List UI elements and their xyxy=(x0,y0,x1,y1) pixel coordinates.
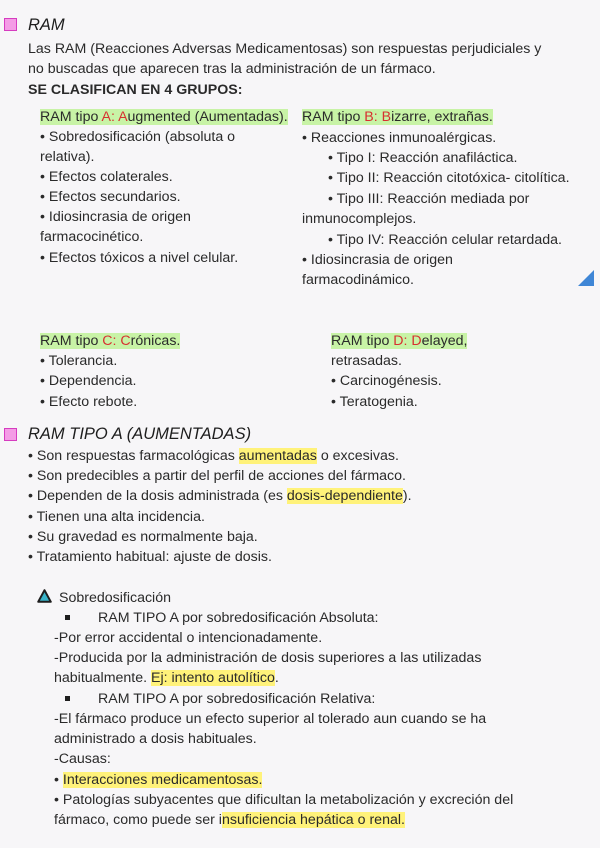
list-item: • Idiosincrasia de origen xyxy=(40,209,191,225)
bullet-item: • Tratamiento habitual: ajuste de dosis. xyxy=(28,549,272,565)
bullet-item: • Su gravedad es normalmente baja. xyxy=(28,529,258,545)
list-item: • Tipo I: Reacción anafiláctica. xyxy=(328,150,518,166)
list-item: • Dependencia. xyxy=(40,373,137,389)
type-c-heading: RAM tipo C: Crónicas. xyxy=(40,333,181,349)
bullet-item: • Son predecibles a partir del perfil de acciones del fármaco. xyxy=(28,468,406,484)
list-item: farmacodinámico. xyxy=(302,272,414,288)
classification-subtitle: SE CLASIFICAN EN 4 GRUPOS: xyxy=(28,82,243,98)
intro-line: no buscadas que aparecen tras la administración de un fármaco. xyxy=(28,61,436,77)
section-title-ram-tipo-a: RAM TIPO A (AUMENTADAS) xyxy=(28,425,252,443)
paragraph-line: • Interacciones medicamentosas. xyxy=(54,772,263,788)
paragraph-line: -Producida por la administración de dosis superiores a las utilizadas xyxy=(54,650,482,666)
section-title-ram: RAM xyxy=(28,16,65,34)
list-item: • Reacciones inmunoalérgicas. xyxy=(302,130,497,146)
paragraph-line: fármaco, como puede ser insuficiencia hepática o renal. xyxy=(54,812,405,828)
type-a-heading: RAM tipo A: Augmented (Aumentadas). xyxy=(40,109,288,125)
bullet-item: • Son respuestas farmacológicas aumentadas o excesivas. xyxy=(28,448,399,464)
section-marker-icon xyxy=(4,428,17,441)
relative-title: RAM TIPO A por sobredosificación Relativa: xyxy=(98,691,376,707)
square-bullet xyxy=(65,696,70,701)
list-item: • Efecto rebote. xyxy=(40,394,138,410)
list-item: relativa). xyxy=(40,149,95,165)
bullet-item: • Tienen una alta incidencia. xyxy=(28,509,205,525)
type-d-heading: RAM tipo D: Delayed, xyxy=(331,333,468,349)
paragraph-line: -Por error accidental o intencionadamente. xyxy=(54,630,323,646)
paragraph-line: -Causas: xyxy=(54,751,111,767)
list-item: inmunocomplejos. xyxy=(302,211,417,227)
list-item: • Efectos colaterales. xyxy=(40,169,173,185)
square-bullet xyxy=(65,615,70,620)
list-item: • Efectos tóxicos a nivel celular. xyxy=(40,250,239,266)
list-item: retrasadas. xyxy=(331,353,402,369)
section-marker-icon xyxy=(4,18,17,31)
warning-triangle-icon xyxy=(37,589,52,603)
paragraph-line: -El fármaco produce un efecto superior al tolerado aun cuando se ha xyxy=(54,711,487,727)
list-item: • Idiosincrasia de origen xyxy=(302,252,453,268)
list-item: farmacocinético. xyxy=(40,229,144,245)
paragraph-line: habitualmente. Ej: intento autolítico. xyxy=(54,670,279,686)
list-item: • Carcinogénesis. xyxy=(331,373,442,389)
paragraph-line: administrado a dosis habituales. xyxy=(54,731,257,747)
intro-line: Las RAM (Reacciones Adversas Medicamentosas) son respuestas perjudiciales y xyxy=(28,41,542,57)
subsection-title: Sobredosificación xyxy=(59,590,171,606)
absolute-title: RAM TIPO A por sobredosificación Absoluta: xyxy=(98,610,379,626)
list-item: • Tolerancia. xyxy=(40,353,118,369)
list-item: • Tipo IV: Reacción celular retardada. xyxy=(328,232,562,248)
list-item: • Teratogenia. xyxy=(331,394,418,410)
paragraph-line: • Patologías subyacentes que dificultan la metabolización y excreción del xyxy=(54,792,514,808)
corner-triangle-icon xyxy=(578,270,594,286)
list-item: • Tipo II: Reacción citotóxica- citolítica. xyxy=(328,170,570,186)
list-item: • Tipo III: Reacción mediada por xyxy=(328,191,530,207)
list-item: • Efectos secundarios. xyxy=(40,189,181,205)
list-item: • Sobredosificación (absoluta o xyxy=(40,129,236,145)
bullet-item: • Dependen de la dosis administrada (es dosis-dependiente). xyxy=(28,488,412,504)
type-b-heading: RAM tipo B: Bizarre, extrañas. xyxy=(302,109,493,125)
